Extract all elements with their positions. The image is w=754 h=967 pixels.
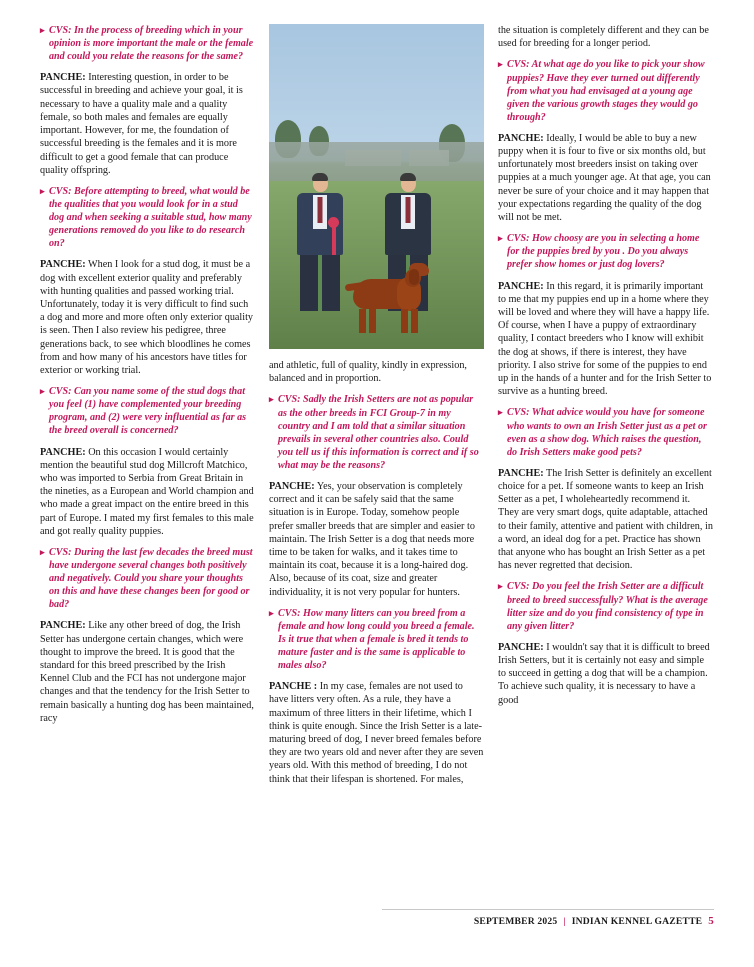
speaker-label: PANCHE: [40, 259, 86, 271]
interview-question: ▸ CVS: In the process of breeding which in your opinion is more important the male or the female and could you relate the reasons for the same? [40, 24, 255, 63]
interview-answer [40, 446, 255, 538]
answer-text: The Irish Setter is definitely an excellent choice for a pet. If someone wants to keep an Irish Setter as a pet, I wholeheartedly recommend it. They are very smart dogs, quite adaptable, attached to their family, attentive and patient with children, in a word, an ideal dog for a pet. Practice has shown that anyone who has bought an Irish Setter as a pet has never regretted that decision. [498, 467, 713, 572]
answer-text: Ideally, I would be able to buy a new puppy when it is four to five or six months old, but unfortunately most breeders insist on taking over puppies at a much younger age. At that age, you can never be sure of your choice and it may happen that your expectations regarding the quality of the dog will not be met. [498, 132, 711, 224]
answer-text: On this occasion I would certainly mention the beautiful stud dog Millcroft Matchico, who was imported to Serbia from Great Britain in the nineties, as a European and World champion and who made a great impact on the entire breed in this part of Europe. I mated my first females to this male and got really quality puppies. [40, 446, 254, 537]
interview-answer [269, 480, 484, 599]
answer-text: Interesting question, in order to be successful in breeding and achieve your goal, it is necessary to have a quality male and a quality female, so both males and females are equally important. However, for me, the foundation of successful breeding is the females and it is more difficult to get a good female that can produce quality offspring. [40, 72, 243, 176]
answer-continuation: the situation is completely different and they can be used for breeding for a longer period. [498, 25, 709, 50]
answer-text: Yes, your observation is completely correct and it can be safely said that the same situation is in Europe. Today, somehow people prefer smaller breeds that are simpler and easier to maintain. The Irish Setter is a dog that needs more time to be taken for walks, and it takes time to maintain its coat, because it is a long-haired dog. Also, because of its coat, size and greater individuality, it is not very popular for hunters. [269, 480, 475, 598]
interview-answer [498, 641, 713, 707]
interview-answer [40, 71, 255, 177]
speaker-label: PANCHE: [498, 467, 544, 479]
column-middle [269, 24, 484, 904]
interview-question: ▸ CVS: Sadly the Irish Setters are not as popular as the other breeds in FCI Group-7 in my country and I am told that a similar situation prevails in several other countries also. Could you tell us if this information is correct and if so what may be the reasons? [269, 393, 484, 472]
interview-question: ▸ CVS: How choosy are you in selecting a home for the puppies bred by you . Do you always prefer show homes or just dog lovers? [498, 232, 713, 271]
speaker-label: PANCHE: [498, 641, 544, 653]
footer-separator: | [563, 915, 566, 927]
interview-question: ▸ CVS: During the last few decades the breed must have undergone several changes both positively and negatively. Could you share your thoughts on this and have these changes been for good or bad? [40, 546, 255, 611]
interview-question: ▸ CVS: Can you name some of the stud dogs that you feel (1) have complemented your breeding program, and (2) were very influential as far as the breed overall is concerned? [40, 385, 255, 437]
interview-answer [498, 280, 713, 399]
irish-setter-show-photo [269, 24, 484, 349]
interview-answer [40, 258, 255, 377]
answer-text: In my case, females are not used to have litters very often. As a rule, they have a maximum of three litters in their lifetime, which I think is quite enough. Since the Irish Setter is a late-maturing breed of dog, I never breed females before they are two years old and never after they are seven years old. With this method of breeding, I do not think that their lifespan is shortened. For males, [269, 681, 484, 785]
answer-continuation: and athletic, full of quality, kindly in expression, balanced and in proportion. [269, 360, 467, 385]
interview-answer [269, 680, 484, 786]
page-number: 5 [708, 915, 714, 927]
handler-person [297, 174, 343, 311]
speaker-label: PANCHE: [40, 446, 86, 458]
speaker-label: PANCHE : [269, 681, 318, 693]
column-left [40, 24, 255, 904]
speaker-label: PANCHE: [40, 72, 86, 84]
interview-answer [498, 132, 713, 224]
interview-question: ▸ CVS: What advice would you have for someone who wants to own an Irish Setter just as a pet or even as a show dog. Which raises the question, do Irish Setters make good pets? [498, 406, 713, 458]
footer-divider [382, 909, 714, 910]
answer-text: I wouldn't say that it is difficult to breed Irish Setters, but it is certainly not easy and simple to succeed in getting a dog that will be a champion. To achieve such quality, it is necessary to have a good [498, 641, 710, 706]
answer-text: In this regard, it is primarily important to me that my puppies end up in a home where they will be loved and where they will have a happy life. Of course, when I have a puppy of extraordinary quality, I contact breeders who I know will exhibit the dog at shows, if there is interest, they have priority. I also strive for some of the puppies to end up in the hands of a hunter and for the Irish Setter to survive as a hunting breed. [498, 280, 712, 398]
footer-issue: SEPTEMBER 2025 [473, 915, 558, 927]
interview-answer [498, 467, 713, 573]
interview-answer [40, 619, 255, 725]
speaker-label: PANCHE: [269, 480, 315, 492]
article-columns [40, 24, 714, 904]
speaker-label: PANCHE: [498, 132, 544, 144]
interview-question: ▸ CVS: Do you feel the Irish Setter are a difficult breed to breed successfully? What is the average litter size and do you find consistency of type in any given litter? [498, 580, 713, 632]
speaker-label: PANCHE: [498, 280, 544, 292]
page-footer [474, 915, 714, 927]
answer-text: Like any other breed of dog, the Irish Setter has undergone certain changes, which were thought to improve the breed. It is good that the standard for this breed prescribed by the Irish Kennel Club and the FCI has not undergone major changes and that the tendency for the Irish Setter to remain basically a hunting dog has been maintained, racy [40, 620, 254, 724]
footer-publication: INDIAN KENNEL GAZETTE [571, 915, 703, 927]
interview-question: ▸ CVS: At what age do you like to pick your show puppies? Have they ever turned out differently from what you had envisaged at a young age given the various growth stages they would go through? [498, 58, 713, 123]
answer-text: When I look for a stud dog, it must be a dog with excellent exterior quality and preferably with hunting qualities and passed working trial. Unfortunately, today it is very difficult to find such a dog and more and more often only exterior quality is seen. Then I also review his pedigree, three generations back, to see which bloodlines he comes from and how many of his ancestors have titles for exterior or working trial. [40, 259, 254, 376]
irish-setter-dog [343, 263, 427, 333]
speaker-label: PANCHE: [40, 620, 86, 632]
column-right [498, 24, 713, 904]
interview-question: ▸ CVS: Before attempting to breed, what would be the qualities that you would look for in a stud dog and when seeking a suitable stud, how many generations removed do you like to do research on? [40, 185, 255, 250]
interview-question: ▸ CVS: How many litters can you breed from a female and how long could you breed a female. Is it true that when a female is bred it tends to mature faster and is the same is applicable to males also? [269, 607, 484, 672]
